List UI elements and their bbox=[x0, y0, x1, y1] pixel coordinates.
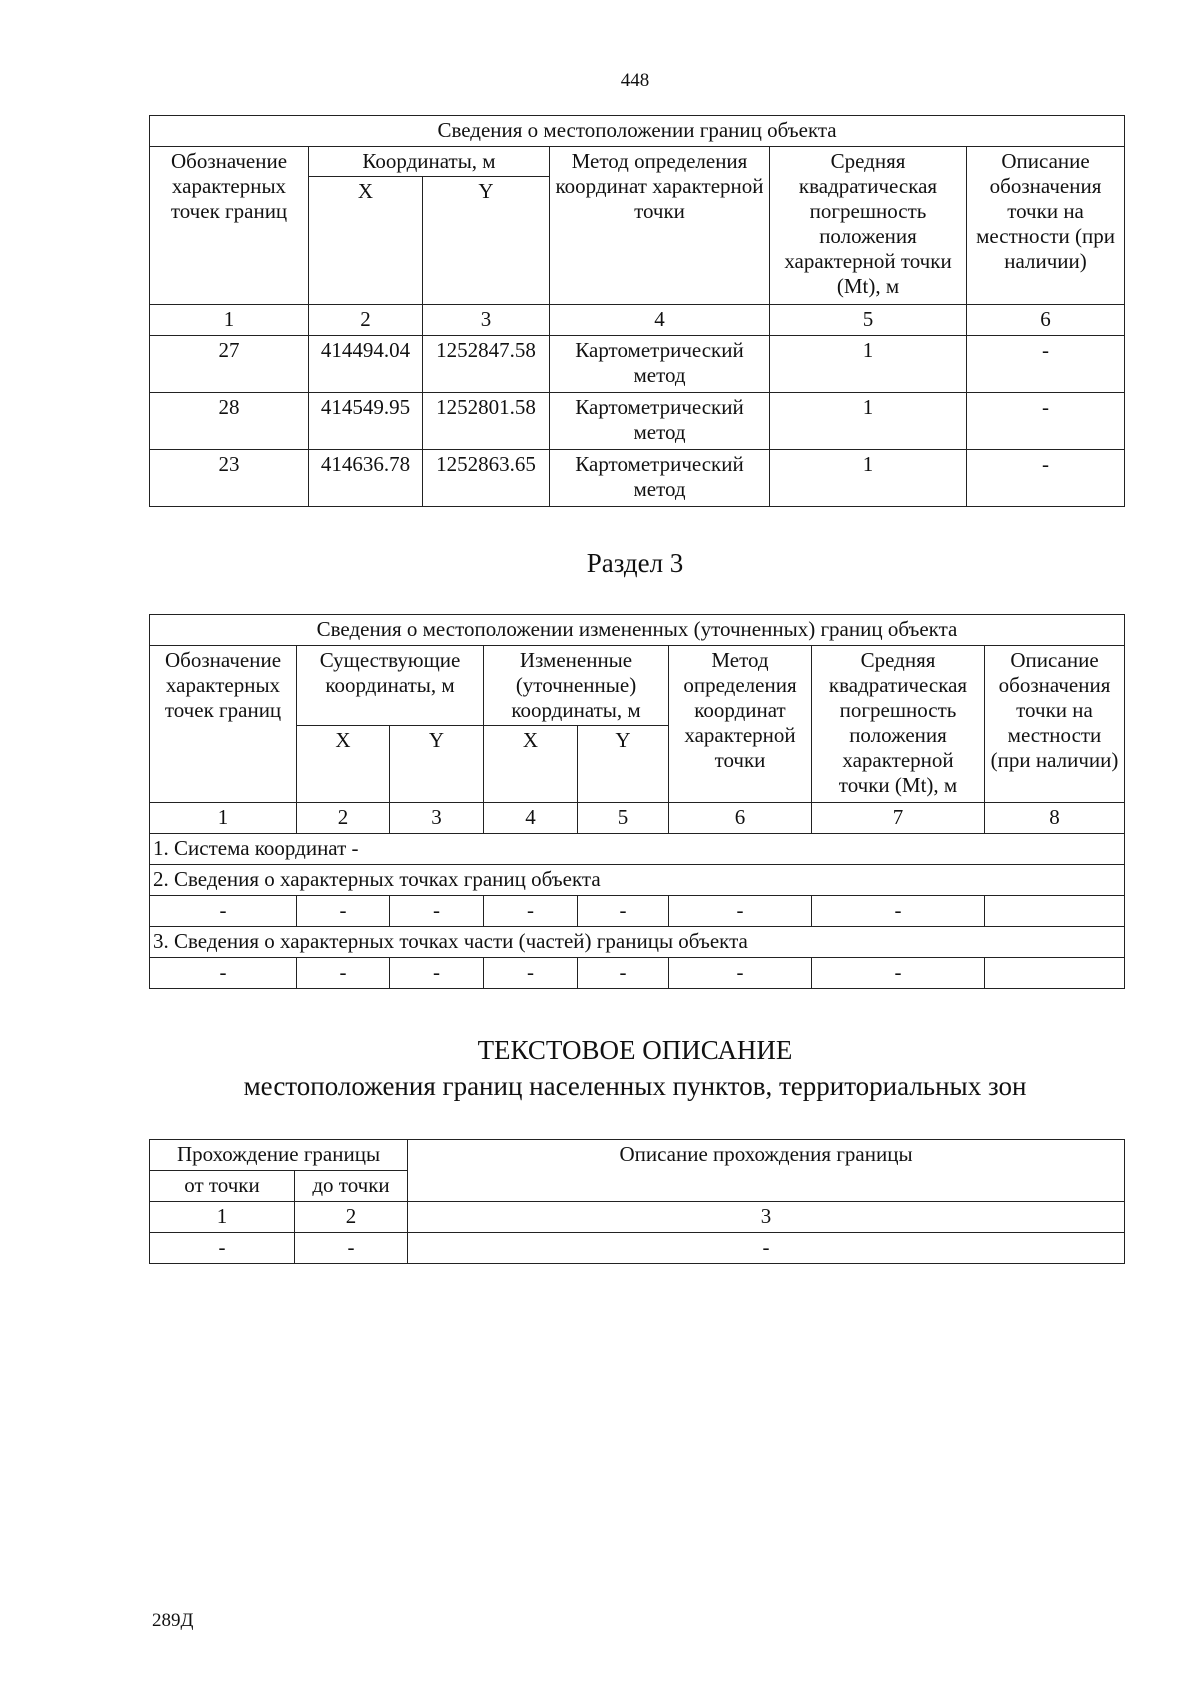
cell-y: 1252847.58 bbox=[423, 336, 550, 393]
header-coords: Координаты, м bbox=[309, 147, 550, 177]
cell-method: Картометрический метод bbox=[550, 393, 770, 450]
cell-x: 414549.95 bbox=[309, 393, 423, 450]
col-number: 2 bbox=[309, 305, 423, 336]
cell: - bbox=[669, 896, 812, 927]
header-x: X bbox=[309, 177, 423, 305]
cell-x: 414636.78 bbox=[309, 450, 423, 507]
cell: - bbox=[390, 958, 484, 989]
cell: - bbox=[150, 896, 297, 927]
table-row bbox=[150, 1233, 1125, 1264]
header-passage-description: Описание прохождения границы bbox=[408, 1140, 1125, 1202]
cell: - bbox=[812, 896, 985, 927]
cell-y: 1252801.58 bbox=[423, 393, 550, 450]
col-number: 1 bbox=[150, 803, 297, 834]
cell: - bbox=[390, 896, 484, 927]
cell: - bbox=[408, 1233, 1125, 1264]
cell-point: 23 bbox=[150, 450, 309, 507]
cell bbox=[985, 896, 1125, 927]
header-error: Средняя квадратическая погрешность положения характерной точки (Mt), м bbox=[770, 147, 967, 305]
table-row bbox=[150, 896, 1125, 927]
cell: - bbox=[578, 958, 669, 989]
header-to-point: до точки bbox=[295, 1171, 408, 1202]
table-title: Сведения о местоположении измененных (уточненных) границ объекта bbox=[150, 615, 1125, 646]
header-passage: Прохождение границы bbox=[150, 1140, 408, 1171]
header-y: Y bbox=[390, 726, 484, 803]
cell-desc: - bbox=[967, 336, 1125, 393]
table-row bbox=[150, 958, 1125, 989]
cell-error: 1 bbox=[770, 336, 967, 393]
cell-error: 1 bbox=[770, 450, 967, 507]
cell: - bbox=[150, 1233, 295, 1264]
cell-method: Картометрический метод bbox=[550, 450, 770, 507]
cell: - bbox=[295, 1233, 408, 1264]
col-number: 1 bbox=[150, 1202, 295, 1233]
text-description-subtitle: местоположения границ населенных пунктов, территориальных зон bbox=[243, 1071, 1027, 1101]
header-from-point: от точки bbox=[150, 1171, 295, 1202]
col-number: 6 bbox=[967, 305, 1125, 336]
cell-desc: - bbox=[967, 393, 1125, 450]
page-number: 448 bbox=[620, 70, 650, 91]
cell: - bbox=[484, 896, 578, 927]
boundary-location-table bbox=[149, 115, 1125, 507]
header-method: Метод определения координат характерной точки bbox=[550, 147, 770, 305]
header-error: Средняя квадратическая погрешность положения характерной точки (Mt), м bbox=[812, 646, 985, 803]
column-numbers-row bbox=[150, 803, 1125, 834]
table-title: Сведения о местоположении границ объекта bbox=[150, 116, 1125, 147]
col-number: 8 bbox=[985, 803, 1125, 834]
cell: - bbox=[297, 896, 390, 927]
cell: - bbox=[578, 896, 669, 927]
section-row-coordinate-system: 1. Система координат - bbox=[150, 834, 1125, 865]
col-number: 1 bbox=[150, 305, 309, 336]
header-description: Описание обозначения точки на местности (при наличии) bbox=[985, 646, 1125, 803]
header-y: Y bbox=[423, 177, 550, 305]
header-x: X bbox=[297, 726, 390, 803]
column-numbers-row bbox=[150, 305, 1125, 336]
table-row bbox=[150, 336, 1125, 393]
section-row-part-points: 3. Сведения о характерных точках части (частей) границы объекта bbox=[150, 927, 1125, 958]
col-number: 3 bbox=[408, 1202, 1125, 1233]
col-number: 4 bbox=[550, 305, 770, 336]
text-description-title: ТЕКСТОВОЕ ОПИСАНИЕ bbox=[477, 1035, 793, 1065]
col-number: 5 bbox=[578, 803, 669, 834]
header-description: Описание обозначения точки на местности (при наличии) bbox=[967, 147, 1125, 305]
header-designation: Обозначение характерных точек границ bbox=[150, 646, 297, 803]
header-x: X bbox=[484, 726, 578, 803]
col-number: 4 bbox=[484, 803, 578, 834]
boundary-passage-table bbox=[149, 1139, 1125, 1264]
cell-y: 1252863.65 bbox=[423, 450, 550, 507]
changed-boundary-table bbox=[149, 614, 1125, 989]
table-row bbox=[150, 450, 1125, 507]
header-designation: Обозначение характерных точек границ bbox=[150, 147, 309, 305]
col-number: 6 bbox=[669, 803, 812, 834]
table-row bbox=[150, 393, 1125, 450]
header-y: Y bbox=[578, 726, 669, 803]
cell-point: 28 bbox=[150, 393, 309, 450]
cell: - bbox=[484, 958, 578, 989]
section-title: Раздел 3 bbox=[586, 548, 684, 578]
col-number: 3 bbox=[390, 803, 484, 834]
cell: - bbox=[669, 958, 812, 989]
cell-error: 1 bbox=[770, 393, 967, 450]
cell bbox=[985, 958, 1125, 989]
col-number: 5 bbox=[770, 305, 967, 336]
header-changed-coords: Измененные (уточненные) координаты, м bbox=[484, 646, 669, 726]
cell: - bbox=[297, 958, 390, 989]
col-number: 7 bbox=[812, 803, 985, 834]
col-number: 2 bbox=[297, 803, 390, 834]
header-existing-coords: Существующие координаты, м bbox=[297, 646, 484, 726]
section-row-points: 2. Сведения о характерных точках границ объекта bbox=[150, 865, 1125, 896]
cell-point: 27 bbox=[150, 336, 309, 393]
cell-method: Картометрический метод bbox=[550, 336, 770, 393]
cell: - bbox=[812, 958, 985, 989]
cell: - bbox=[150, 958, 297, 989]
column-numbers-row bbox=[150, 1202, 1125, 1233]
cell-x: 414494.04 bbox=[309, 336, 423, 393]
col-number: 3 bbox=[423, 305, 550, 336]
col-number: 2 bbox=[295, 1202, 408, 1233]
footer-code: 289Д bbox=[152, 1610, 194, 1631]
cell-desc: - bbox=[967, 450, 1125, 507]
header-method: Метод определения координат характерной точки bbox=[669, 646, 812, 803]
